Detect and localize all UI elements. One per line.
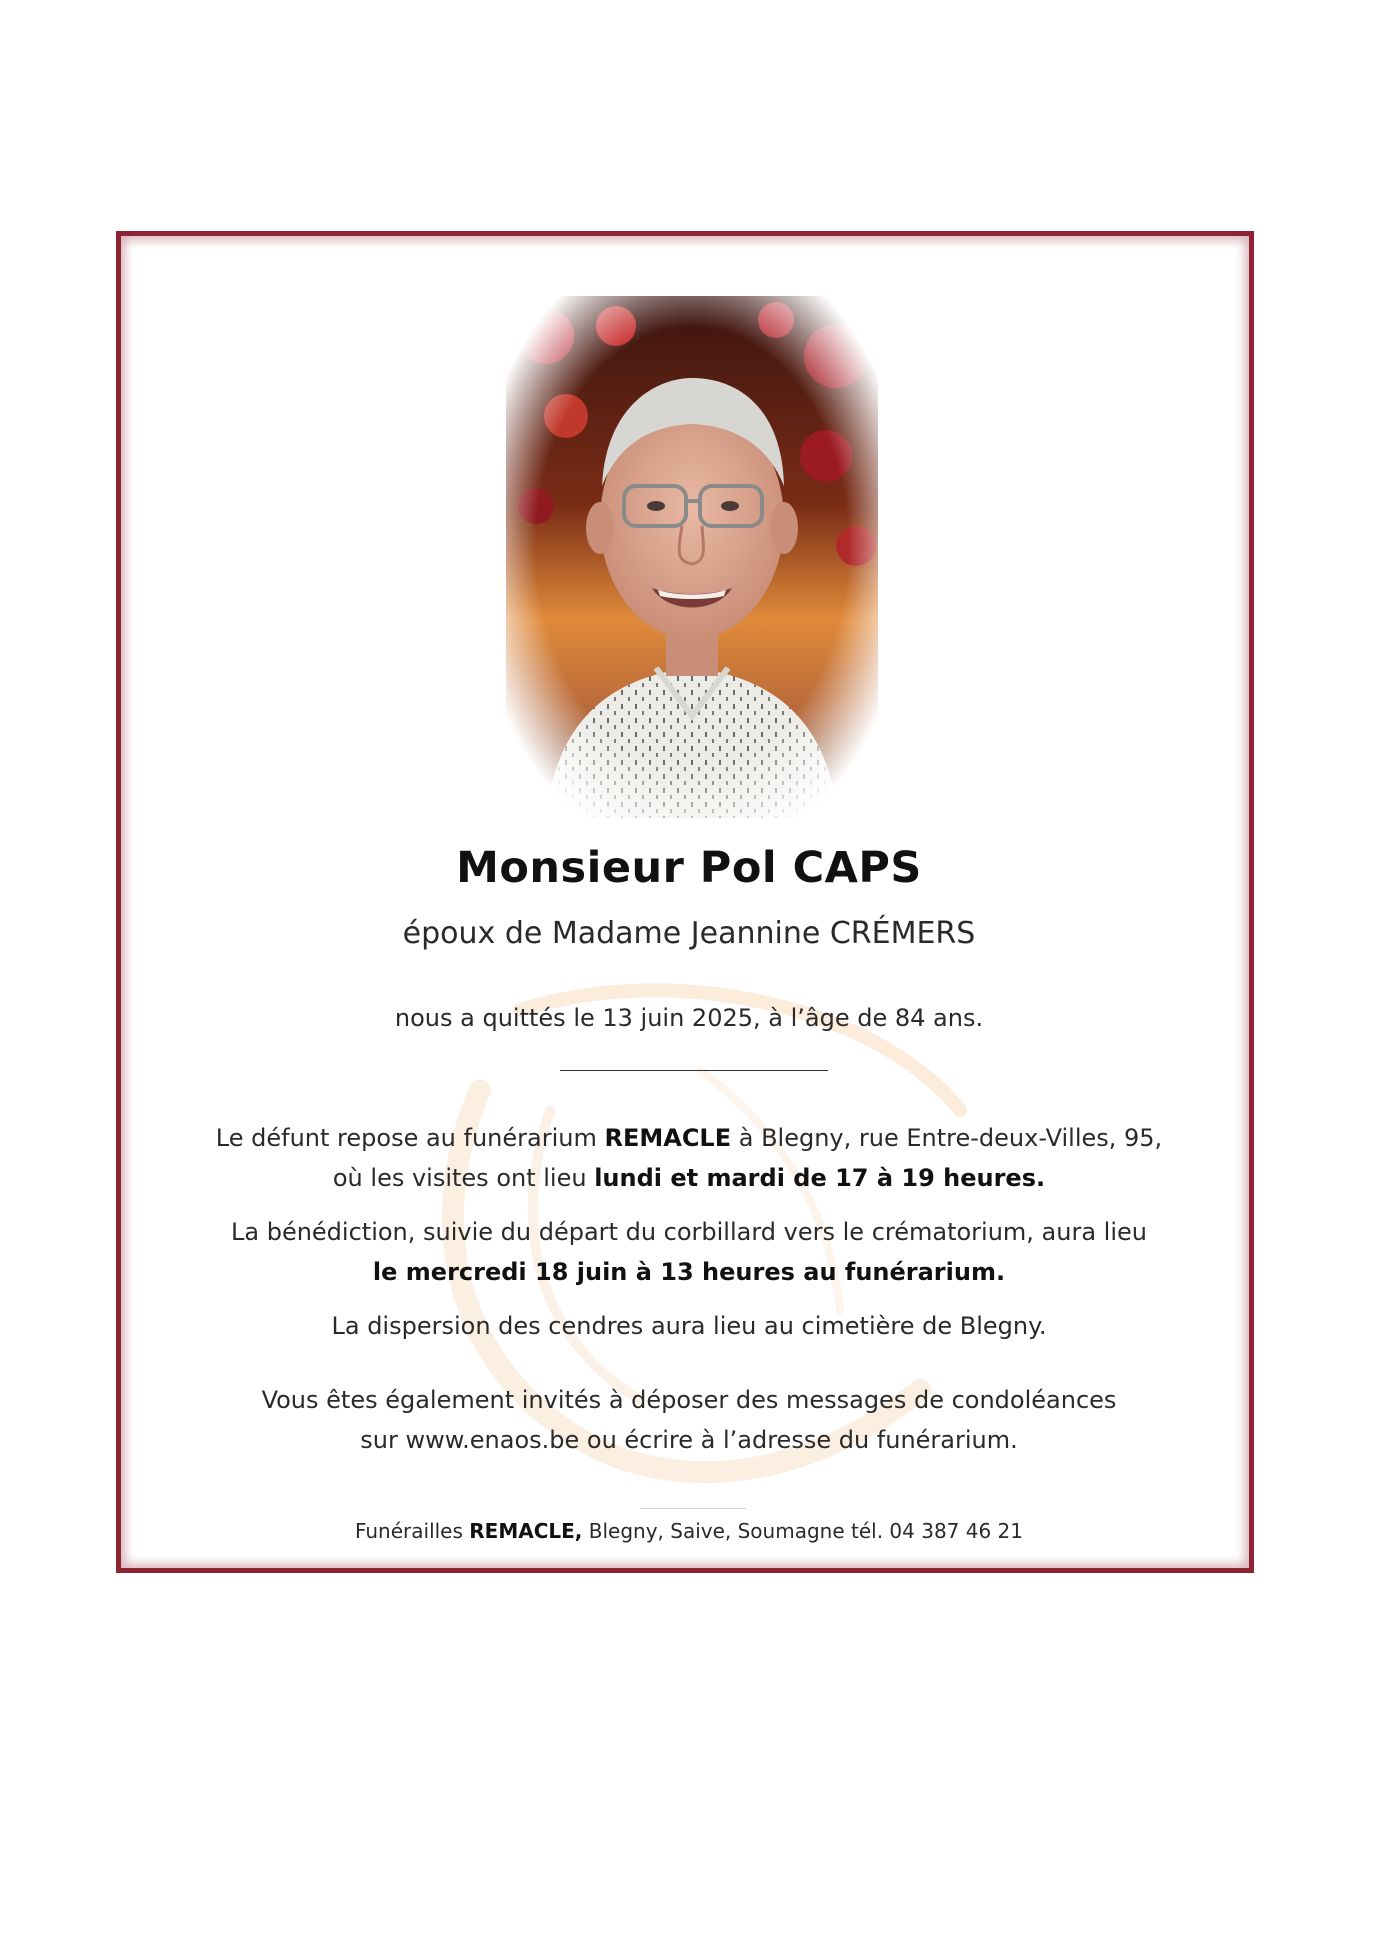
blessing-line-1: La bénédiction, suivie du départ du corbillard vers le crématorium, aura lieu <box>231 1218 1147 1246</box>
visits-line <box>0 1164 1378 1192</box>
section-divider <box>560 1070 828 1071</box>
funeral-home-name: REMACLE <box>604 1124 732 1152</box>
deceased-name: Monsieur Pol CAPS <box>456 843 922 893</box>
passing-date-line: nous a quittés le 13 juin 2025, à l’âge de 84 ans. <box>394 1004 984 1032</box>
visits-schedule: lundi et mardi de 17 à 19 heures. <box>594 1164 1046 1192</box>
rest-prefix: Le défunt repose au funérarium <box>215 1124 605 1152</box>
spouse-line: époux de Madame Jeannine CRÉMERS <box>402 916 976 951</box>
footer-prefix: Funérailles <box>354 1519 470 1543</box>
footer-company: REMACLE, <box>469 1519 583 1543</box>
footer-line <box>0 1519 1378 1543</box>
portrait-photo <box>506 296 878 818</box>
rest-location-line <box>0 1124 1378 1152</box>
condolences-line-2: sur www.enaos.be ou écrire à l’adresse du funérarium. <box>360 1426 1018 1454</box>
footer-divider <box>640 1508 746 1509</box>
condolences-line-1: Vous êtes également invités à déposer des messages de condoléances <box>261 1386 1117 1414</box>
blessing-line-2: le mercredi 18 juin à 13 heures au funérarium. <box>372 1258 1006 1286</box>
footer-suffix: Blegny, Saive, Soumagne tél. 04 387 46 21 <box>582 1519 1024 1543</box>
rest-suffix: à Blegny, rue Entre-deux-Villes, 95, <box>731 1124 1163 1152</box>
visits-prefix: où les visites ont lieu <box>332 1164 595 1192</box>
dispersion-line: La dispersion des cendres aura lieu au cimetière de Blegny. <box>331 1312 1047 1340</box>
